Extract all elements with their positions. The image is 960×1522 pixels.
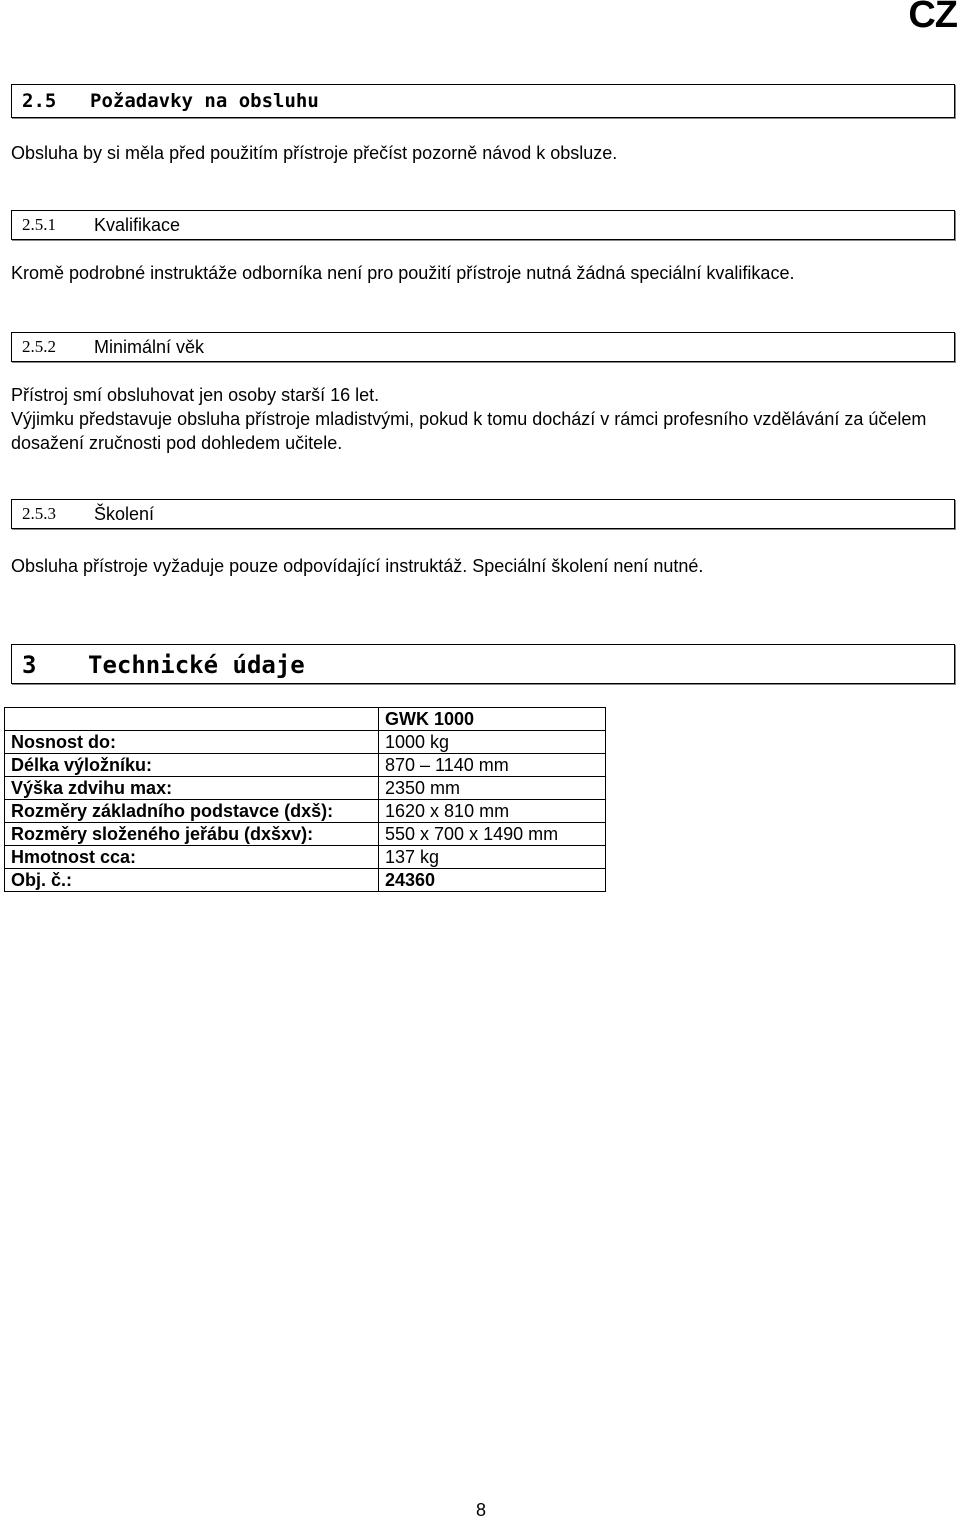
spec-label: Obj. č.: xyxy=(5,869,379,892)
section-number: 2.5.3 xyxy=(22,504,56,523)
section-number: 2.5.1 xyxy=(22,215,56,234)
page-number: 8 xyxy=(476,1500,487,1520)
section-title: Školení xyxy=(94,504,155,524)
spec-label: Hmotnost cca: xyxy=(5,846,379,869)
spec-value: 870 – 1140 mm xyxy=(379,754,606,777)
table-row xyxy=(5,800,606,823)
spec-value: 1000 kg xyxy=(379,731,606,754)
section-2-5-text: Obsluha by si měla před použitím přístroje přečíst pozorně návod k obsluze. xyxy=(11,143,618,163)
section-2-5-2-text-1: Přístroj smí obsluhovat jen osoby starší 16 let. xyxy=(11,385,380,405)
table-row xyxy=(5,777,606,800)
section-title: Požadavky na obsluhu xyxy=(90,90,319,112)
section-2-5-2-text-2: Výjimku představuje obsluha přístroje mladistvými, pokud k tomu dochází v rámci profesního vzdělávání za účelem dosažení zručnosti pod dohledem učitele. xyxy=(11,409,927,453)
spec-value: 24360 xyxy=(379,869,606,892)
section-title: Minimální věk xyxy=(94,337,205,357)
table-header-row xyxy=(5,708,606,731)
section-number: 2.5.2 xyxy=(22,337,56,356)
section-heading-3 xyxy=(11,644,955,684)
technical-specs-table xyxy=(4,707,606,892)
language-code: CZ xyxy=(908,0,957,36)
section-heading-2-5-3 xyxy=(11,499,955,529)
spec-label: Rozměry základního podstavce (dxš): xyxy=(5,800,379,823)
section-2-5-3-text: Obsluha přístroje vyžaduje pouze odpovídající instruktáž. Speciální školení není nutné. xyxy=(11,556,704,576)
table-row xyxy=(5,869,606,892)
table-row xyxy=(5,823,606,846)
spec-value: 2350 mm xyxy=(379,777,606,800)
section-heading-2-5-2 xyxy=(11,332,955,362)
table-row xyxy=(5,754,606,777)
table-row xyxy=(5,731,606,754)
spec-value: 1620 x 810 mm xyxy=(379,800,606,823)
spec-label: Rozměry složeného jeřábu (dxšxv): xyxy=(5,823,379,846)
section-title: Technické údaje xyxy=(88,651,305,679)
section-title: Kvalifikace xyxy=(94,215,181,235)
spec-value: 550 x 700 x 1490 mm xyxy=(379,823,606,846)
section-heading-2-5 xyxy=(11,84,955,118)
section-2-5-1-text: Kromě podrobné instruktáže odborníka není pro použití přístroje nutná žádná speciální kvalifikace. xyxy=(11,263,795,283)
spec-value: 137 kg xyxy=(379,846,606,869)
table-row xyxy=(5,846,606,869)
spec-label: Nosnost do: xyxy=(5,731,379,754)
table-corner-cell xyxy=(5,708,379,731)
section-number: 3 xyxy=(22,651,37,679)
section-heading-2-5-1 xyxy=(11,210,955,240)
section-number: 2.5 xyxy=(22,90,57,112)
spec-label: Délka výložníku: xyxy=(5,754,379,777)
spec-label: Výška zdvihu max: xyxy=(5,777,379,800)
model-name: GWK 1000 xyxy=(379,708,606,731)
